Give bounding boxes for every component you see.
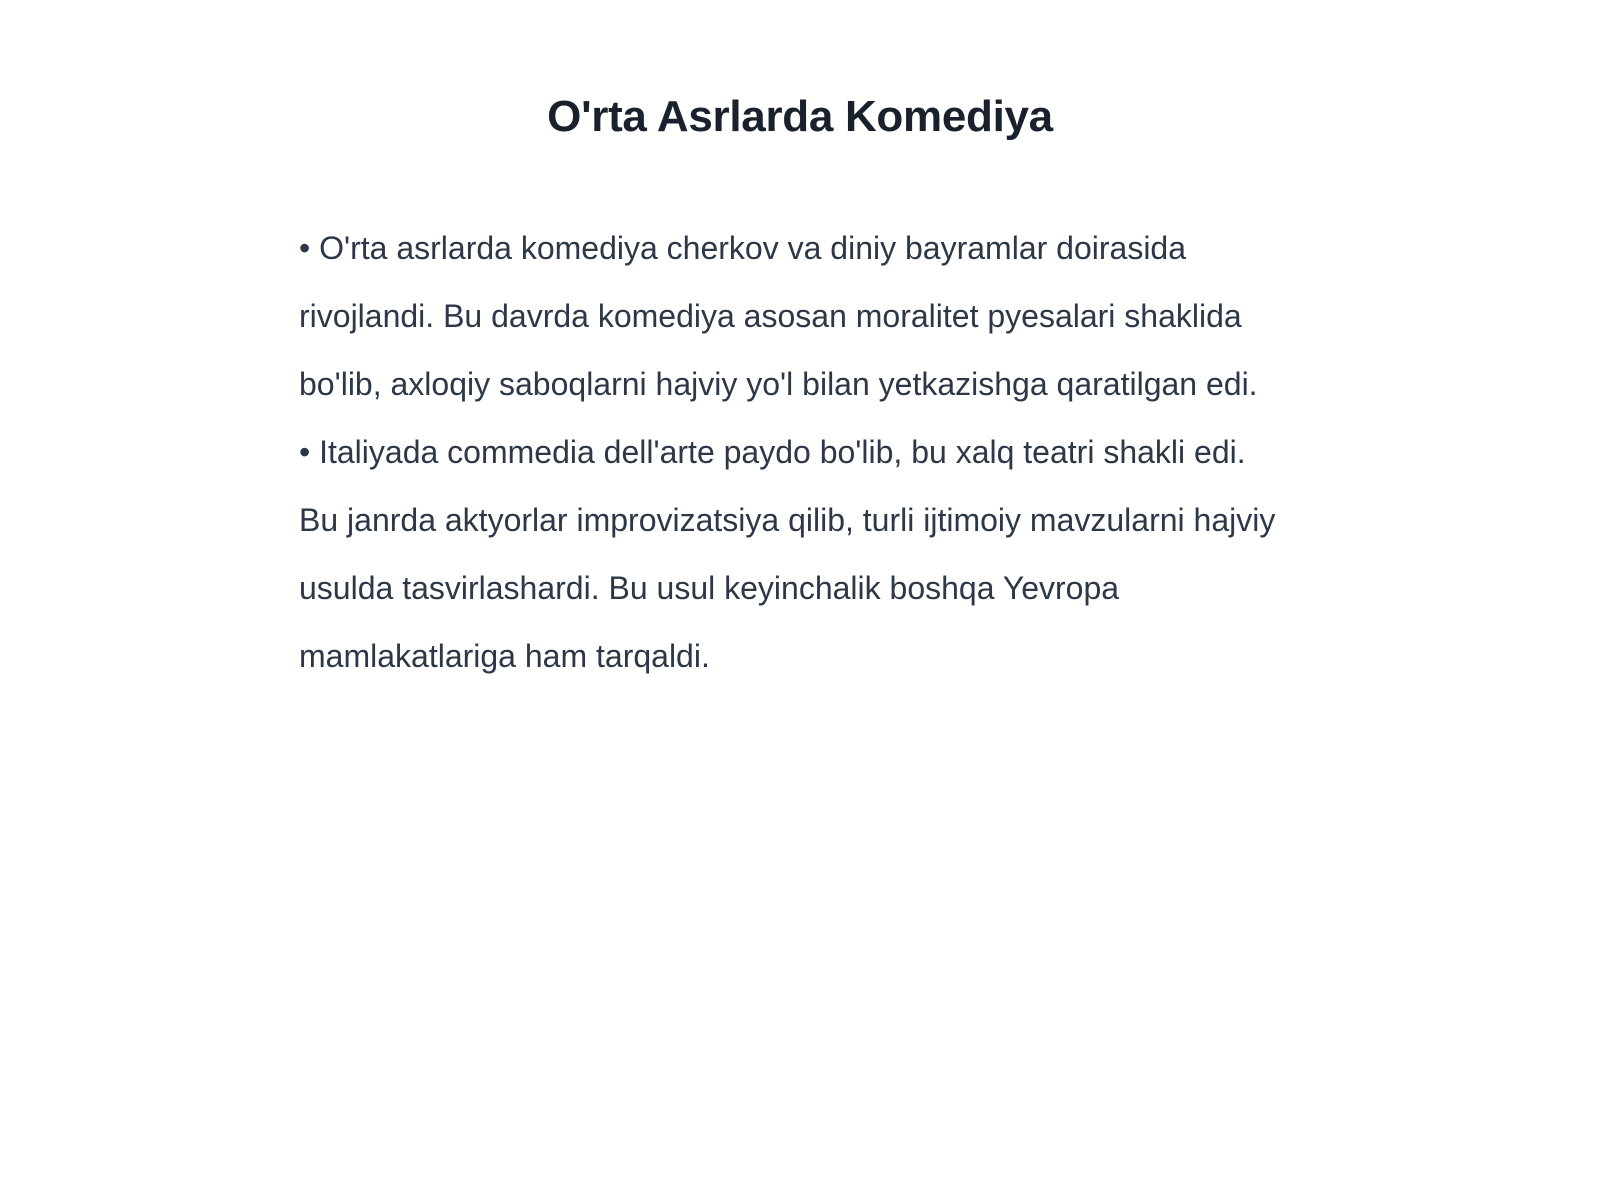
bullet-item [299, 418, 1289, 690]
slide-title: O'rta Asrlarda Komediya [547, 92, 1053, 141]
bullet-list [299, 214, 1289, 690]
bullet-text: O'rta asrlarda komediya cherkov va diniy bayramlar doirasida rivojlandi. Bu davrda komediya asosan moralitet pyesalari shaklida bo'lib, axloqiy saboqlarni hajviy yo'l bilan yetkazishga qaratilgan edi. [299, 230, 1258, 402]
bullet-item [299, 214, 1289, 418]
bullet-icon: • [299, 434, 311, 470]
bullet-icon: • [299, 230, 311, 266]
bullet-text: Italiyada commedia dell'arte paydo bo'lib, bu xalq teatri shakli edi. Bu janrda aktyorlar improvizatsiya qilib, turli ijtimoiy mavzularni hajviy usulda tasvirlashardi. Bu usul keyinchalik boshqa Yevropa mamlakatlariga ham tarqaldi. [299, 434, 1276, 674]
